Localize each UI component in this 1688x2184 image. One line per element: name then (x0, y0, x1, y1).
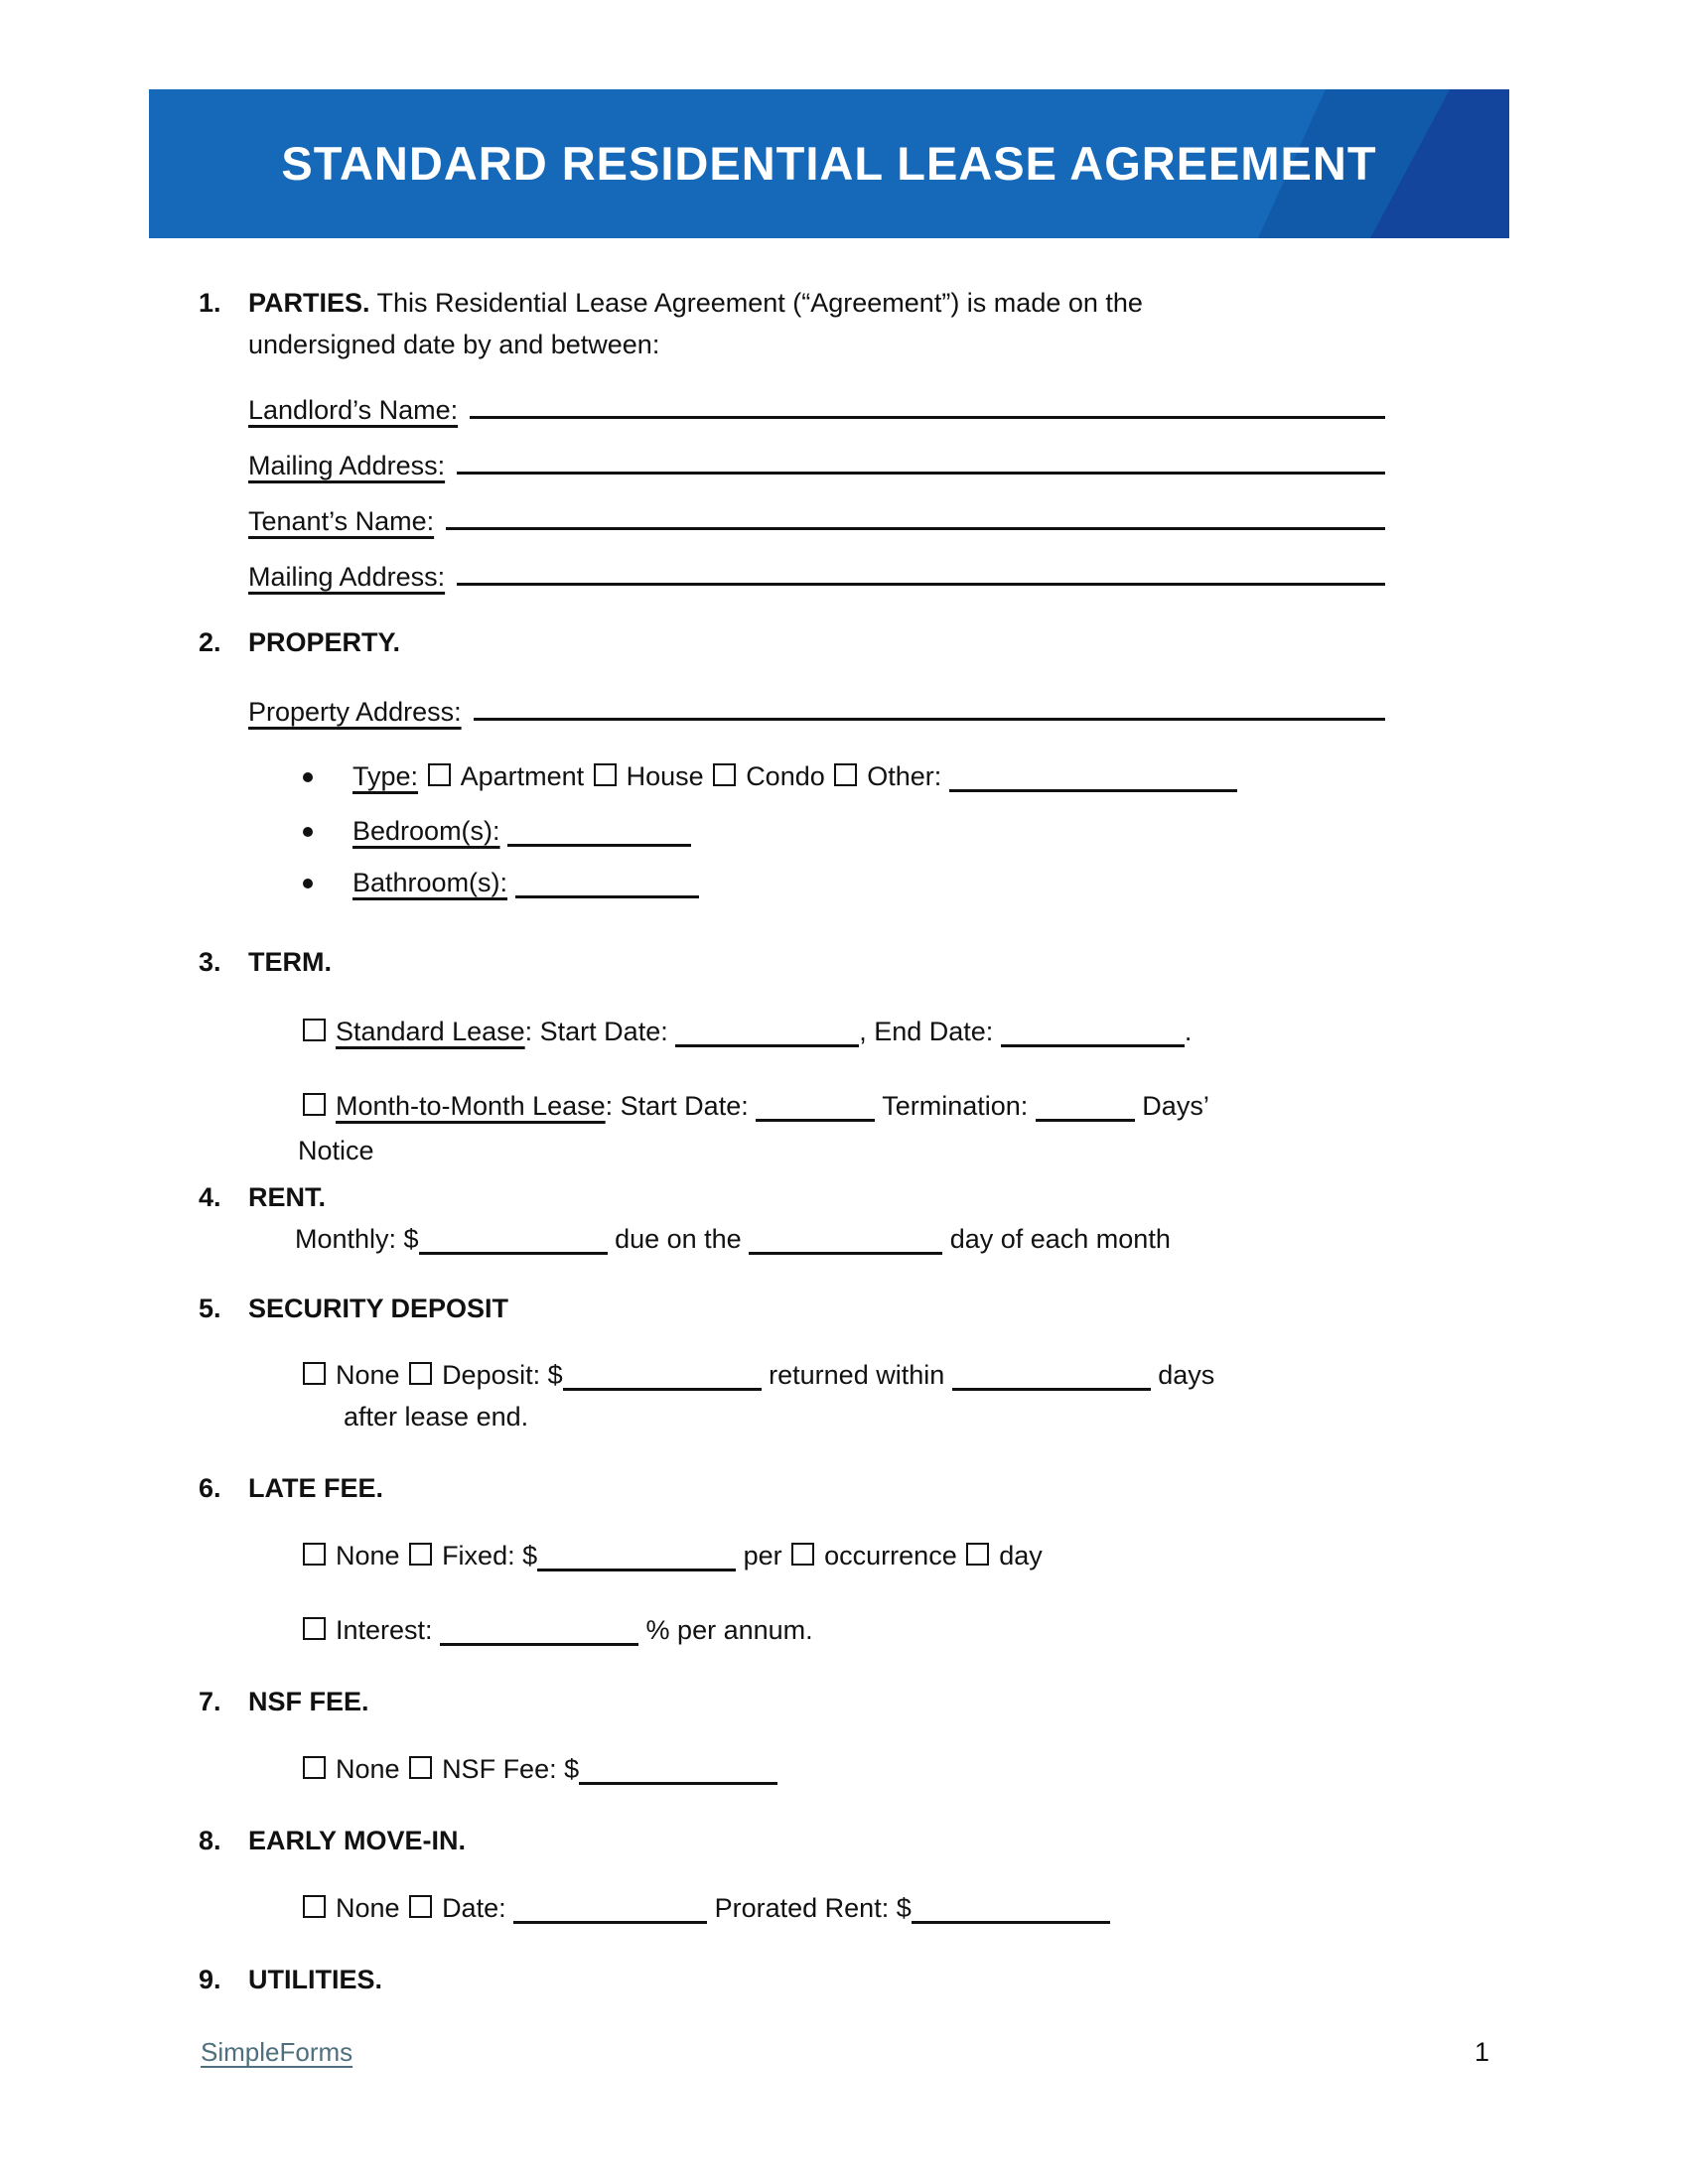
section-number: 8. (199, 1826, 221, 1855)
text-run (418, 761, 426, 791)
field-label: Tenant’s Name: (248, 506, 435, 536)
checkbox[interactable] (409, 1756, 432, 1779)
section-number: 3. (199, 947, 221, 977)
section-heading-term (199, 941, 1385, 983)
section-heading-rent (199, 1176, 1385, 1218)
text-run: . (1184, 1017, 1193, 1046)
text-run: occurrence (824, 1541, 965, 1570)
field-label: Mailing Address: (248, 451, 446, 480)
blank-field[interactable] (446, 518, 1385, 530)
text-run: LATE FEE. (248, 1473, 384, 1503)
section-number: 5. (199, 1294, 221, 1323)
text-run: returned within (761, 1360, 952, 1390)
checkbox[interactable] (303, 1543, 326, 1566)
text-run: days (1150, 1360, 1215, 1390)
checkbox[interactable] (713, 763, 736, 786)
page-number: 1 (1474, 2037, 1489, 2067)
blank-field[interactable] (515, 887, 699, 898)
brand-link[interactable]: SimpleForms (201, 2037, 353, 2067)
text-run: Termination: (875, 1091, 1036, 1121)
text-run: Interest: (336, 1615, 441, 1645)
option-security-deposit (303, 1354, 1385, 1396)
blank-field[interactable] (537, 1560, 736, 1571)
line-notice (298, 1130, 1385, 1171)
field-label: Standard Lease (336, 1017, 525, 1046)
checkbox[interactable] (409, 1895, 432, 1918)
form-line-landlord-mailing-address (248, 445, 1385, 486)
section-number: 1. (199, 288, 221, 318)
bullet-type (352, 755, 1385, 797)
blank-field[interactable] (474, 709, 1385, 721)
text-run: RENT. (248, 1182, 327, 1212)
section-heading-property (199, 621, 1385, 663)
blank-field[interactable] (563, 1379, 762, 1391)
blank-field[interactable] (513, 1912, 707, 1924)
blank-field[interactable] (952, 1379, 1151, 1391)
text-run: Other: (867, 761, 949, 791)
text-run: Date: (442, 1893, 514, 1923)
text-run: : Start Date: (524, 1017, 676, 1046)
text-run: House (626, 761, 712, 791)
text-run: EARLY MOVE-IN. (248, 1826, 467, 1855)
text-run: Deposit: $ (442, 1360, 563, 1390)
text-run: None (336, 1893, 408, 1923)
text-run: None (336, 1541, 408, 1570)
field-label: Bedroom(s): (352, 816, 500, 846)
blank-field[interactable] (419, 1243, 608, 1255)
option-late-fee-interest (303, 1609, 1385, 1651)
text-run: Notice (298, 1136, 374, 1165)
checkbox[interactable] (303, 1362, 326, 1385)
blank-field[interactable] (457, 574, 1385, 586)
blank-field[interactable] (756, 1110, 875, 1122)
form-line-tenant-mailing-address (248, 556, 1385, 598)
doc-body (0, 238, 1688, 2000)
blank-field[interactable] (470, 407, 1385, 419)
form-line-property-address (248, 691, 1385, 733)
checkbox[interactable] (303, 1093, 326, 1116)
text-run: , End Date: (859, 1017, 1001, 1046)
blank-field[interactable] (1036, 1110, 1135, 1122)
text-run: Condo (746, 761, 833, 791)
text-run: UTILITIES. (248, 1965, 382, 1994)
text-run: SECURITY DEPOSIT (248, 1294, 509, 1323)
field-label: Mailing Address: (248, 562, 446, 592)
text-run: PARTIES. (248, 288, 370, 318)
text-run: Monthly: $ (295, 1224, 419, 1254)
blank-field[interactable] (912, 1912, 1110, 1924)
section-number: 9. (199, 1965, 221, 1994)
option-month-to-month-lease (303, 1085, 1385, 1127)
field-label: Property Address: (248, 697, 462, 727)
form-line-landlord-name (248, 389, 1385, 431)
field-label: Month-to-Month Lease (336, 1091, 606, 1121)
option-standard-lease (303, 1011, 1385, 1052)
section-number: 2. (199, 627, 221, 657)
text-run: Prorated Rent: $ (707, 1893, 912, 1923)
text-run: : Start Date: (605, 1091, 757, 1121)
checkbox[interactable] (409, 1543, 432, 1566)
blank-field[interactable] (507, 835, 691, 847)
text-run: Fixed: $ (442, 1541, 538, 1570)
text-run: undersigned date by and between: (248, 330, 660, 359)
text-run: % per annum. (638, 1615, 813, 1645)
text-run: TERM. (248, 947, 332, 977)
checkbox[interactable] (594, 763, 617, 786)
text-run: This Residential Lease Agreement (“Agreement”) is made on the (369, 288, 1143, 318)
section-heading-early-move-in (199, 1820, 1385, 1861)
field-label: Landlord’s Name: (248, 395, 459, 425)
header-banner (149, 89, 1509, 238)
page-footer (201, 2037, 1489, 2068)
field-label: Type: (352, 761, 419, 791)
text-run: PROPERTY. (248, 627, 401, 657)
text-run: per (736, 1541, 790, 1570)
option-late-fee-fixed (303, 1535, 1385, 1576)
checkbox[interactable] (966, 1543, 989, 1566)
blank-field[interactable] (440, 1634, 638, 1646)
text-run: after lease end. (344, 1402, 529, 1432)
section-heading-nsf-fee (199, 1681, 1385, 1722)
section-number: 6. (199, 1473, 221, 1503)
checkbox[interactable] (303, 1617, 326, 1640)
section-heading-security-deposit (199, 1288, 1385, 1329)
page-title: STANDARD RESIDENTIAL LEASE AGREEMENT (281, 137, 1377, 190)
line-after-lease-end (344, 1396, 1385, 1437)
bullet-bathrooms (352, 862, 1385, 903)
option-nsf-fee (303, 1748, 1385, 1790)
line-monthly-rent (295, 1218, 1385, 1260)
checkbox[interactable] (428, 763, 451, 786)
checkbox[interactable] (303, 1895, 326, 1918)
text-run: Apartment (460, 761, 592, 791)
form-line-tenant-name (248, 500, 1385, 542)
section-number: 7. (199, 1687, 221, 1716)
text-run: None (336, 1360, 408, 1390)
text-run: day (999, 1541, 1043, 1570)
text-run: Days’ (1134, 1091, 1209, 1121)
text-run: due on the (607, 1224, 750, 1254)
blank-field[interactable] (949, 780, 1237, 792)
blank-field[interactable] (1001, 1035, 1185, 1047)
checkbox[interactable] (303, 1019, 326, 1041)
blank-field[interactable] (579, 1773, 777, 1785)
field-label: Bathroom(s): (352, 868, 508, 897)
section-heading-late-fee (199, 1467, 1385, 1509)
checkbox[interactable] (834, 763, 857, 786)
text-run (507, 868, 515, 897)
blank-field[interactable] (457, 463, 1385, 475)
text-run: day of each month (942, 1224, 1171, 1254)
section-heading-utilities (199, 1959, 1385, 2000)
bullet-bedrooms (352, 810, 1385, 852)
option-early-move-in (303, 1887, 1385, 1929)
text-run (500, 816, 508, 846)
section-heading-parties (199, 282, 1385, 365)
blank-field[interactable] (675, 1035, 859, 1047)
checkbox[interactable] (303, 1756, 326, 1779)
text-run: NSF Fee: $ (442, 1754, 580, 1784)
blank-field[interactable] (749, 1243, 942, 1255)
checkbox[interactable] (409, 1362, 432, 1385)
text-run: NSF FEE. (248, 1687, 369, 1716)
checkbox[interactable] (791, 1543, 814, 1566)
text-run: None (336, 1754, 408, 1784)
section-number: 4. (199, 1182, 221, 1212)
